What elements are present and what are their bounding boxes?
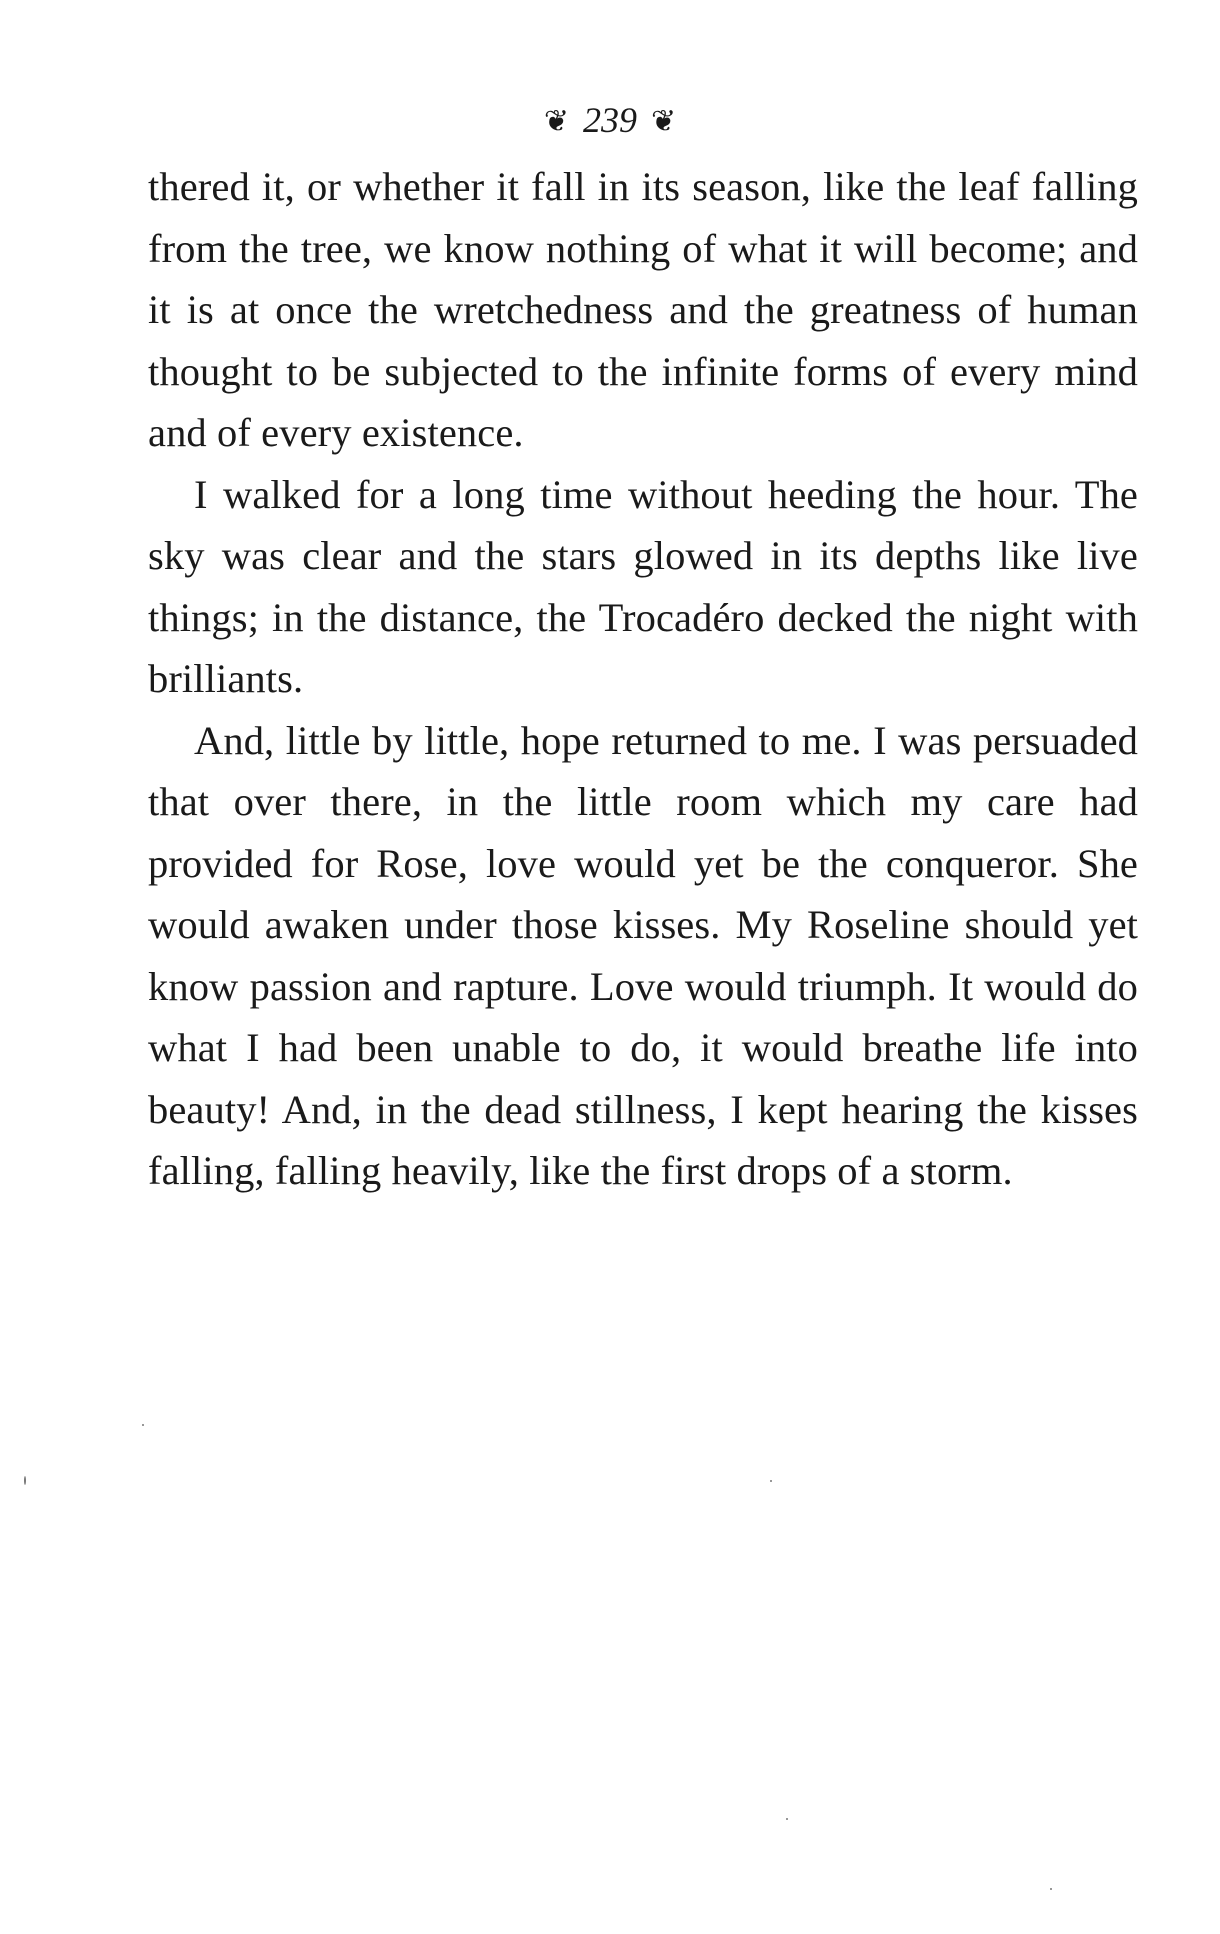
paragraph-hope: And, little by little, hope returned to me. I was persuaded that over there, in the little room which my care had provided for Rose, love would yet be the conqueror. She would awaken under those kisses. My Roseline should yet know passion and rapture. Love would triumph. It would do what I had been unable to do, it would breathe life into beauty! And, in the dead stillness, I kept hearing the kisses falling, falling heavily, like the first drops of a storm. <box>148 717 1138 1193</box>
paragraph-walk: I walked for a long time without heeding the hour. The sky was clear and the stars glowed in its depths like live things; in the distance, the Trocadéro decked the night with brilliants. <box>148 471 1138 701</box>
paper-speck <box>1050 1888 1052 1890</box>
paper-speck <box>24 1476 26 1485</box>
page-header <box>0 96 1220 148</box>
paper-speck <box>142 1424 144 1426</box>
fleuron-right-icon: ❦ <box>651 104 677 138</box>
paragraph-continued: thered it, or whether it fall in its season, like the leaf falling from the tree, we know nothing of what it will become; and it is at once the wretchedness and the greatness of human thought to be subjected to the infinite forms of every mind and of every existence. <box>148 164 1138 455</box>
body-text <box>148 156 1138 1202</box>
paper-speck <box>770 1480 772 1482</box>
fleuron-left-icon: ❦ <box>543 104 569 138</box>
page-number: 239 <box>583 100 637 140</box>
paper-speck <box>786 1818 788 1820</box>
